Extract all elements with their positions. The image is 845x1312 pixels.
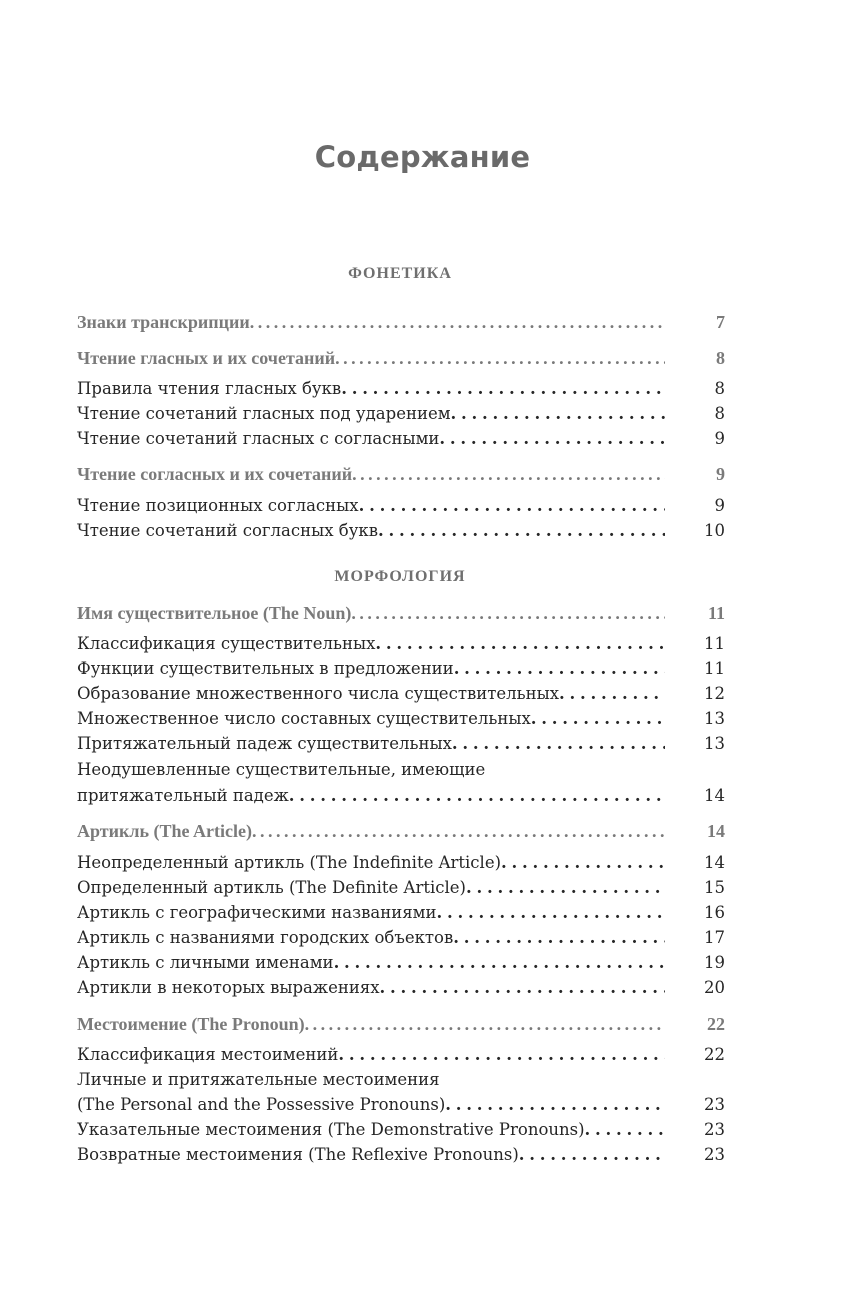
entry-label: Чтение сочетаний согласных букв — [77, 521, 379, 540]
toc-entry[interactable] — [77, 951, 725, 975]
page-number: 9 — [714, 429, 725, 448]
page-number: 23 — [704, 1095, 725, 1114]
entry-label: Классификация местоимений — [77, 1045, 339, 1064]
entry-label: Чтение позиционных согласных — [77, 496, 359, 515]
page-number: 15 — [704, 878, 725, 897]
dot-leader — [359, 494, 665, 518]
dot-leader — [352, 462, 665, 486]
dot-leader — [341, 377, 665, 401]
page-number: 23 — [704, 1120, 725, 1139]
toc-entry[interactable] — [77, 427, 725, 451]
toc-entry[interactable] — [77, 876, 725, 900]
entry-label: Правила чтения гласных букв — [77, 379, 342, 398]
entry-label: Местоимение (The Pronoun) — [77, 1014, 305, 1034]
toc-chapter-entry[interactable] — [77, 601, 725, 625]
page-number: 11 — [707, 603, 725, 623]
page-number: 8 — [716, 348, 725, 368]
dot-leader — [439, 427, 665, 451]
toc-entry[interactable] — [77, 657, 725, 681]
entry-label: Указательные местоимения (The Demonstrative Pronouns) — [77, 1120, 585, 1139]
entry-label: Чтение согласных и их сочетаний — [77, 464, 353, 484]
dot-leader — [378, 519, 665, 543]
page-number: 11 — [704, 634, 725, 653]
toc-entry[interactable] — [77, 926, 725, 950]
toc-chapter-entry[interactable] — [77, 462, 725, 486]
entry-label: Неопределенный артикль (The Indefinite Article) — [77, 853, 502, 872]
page-number: 12 — [704, 684, 725, 703]
toc-entry[interactable] — [77, 1118, 725, 1142]
entry-label: Неодушевленные существительные, имеющие — [77, 760, 486, 779]
page-number: 13 — [704, 734, 725, 753]
dot-leader — [559, 682, 665, 706]
toc-entry[interactable] — [77, 1093, 725, 1117]
dot-leader — [437, 901, 666, 925]
entry-label: (The Personal and the Possessive Pronouns) — [77, 1095, 446, 1114]
entry-label: Чтение сочетаний гласных с согласными — [77, 429, 440, 448]
dot-leader — [250, 310, 665, 334]
entry-label: Личные и притяжательные местоимения — [77, 1070, 440, 1089]
dot-leader — [305, 1012, 665, 1036]
entry-label: притяжательный падеж — [77, 786, 289, 805]
page-number: 19 — [704, 953, 725, 972]
toc-entry[interactable] — [77, 851, 725, 875]
section-heading: МОРФОЛОГИЯ — [334, 568, 466, 585]
toc-chapter-entry[interactable] — [77, 819, 725, 843]
section-heading: ФОНЕТИКА — [348, 265, 452, 282]
dot-leader — [531, 707, 665, 731]
dot-leader — [351, 601, 665, 625]
dot-leader — [453, 926, 665, 950]
entry-label: Имя существительное (The Noun) — [77, 603, 352, 623]
entry-label: Артикль с названиями городских объектов — [77, 928, 454, 947]
entry-label: Артикли в некоторых выражениях — [77, 978, 380, 997]
toc-entry[interactable] — [77, 682, 725, 706]
page-number: 10 — [704, 521, 725, 540]
entry-label: Классификация существительных — [77, 634, 376, 653]
page-number: 14 — [704, 786, 725, 805]
page-number: 23 — [704, 1145, 725, 1164]
dot-leader — [338, 1043, 665, 1067]
entry-label: Артикль с географическими названиями — [77, 903, 437, 922]
dot-leader — [334, 951, 665, 975]
page-number: 9 — [716, 464, 725, 484]
entry-label: Чтение сочетаний гласных под ударением — [77, 404, 451, 423]
page-number: 14 — [704, 853, 725, 872]
toc-entry[interactable] — [77, 732, 725, 756]
entry-label: Артикль с личными именами — [77, 953, 334, 972]
toc-entry[interactable] — [77, 494, 725, 518]
toc-entry[interactable] — [77, 1068, 725, 1092]
entry-label: Артикль (The Article) — [77, 821, 252, 841]
page-number: 8 — [714, 379, 725, 398]
dot-leader — [335, 346, 665, 370]
dot-leader — [375, 632, 665, 656]
toc-entry[interactable] — [77, 758, 725, 782]
dot-leader — [466, 876, 665, 900]
page-number: 8 — [714, 404, 725, 423]
dot-leader — [452, 732, 665, 756]
entry-label: Знаки транскрипции — [77, 312, 250, 332]
entry-label: Определенный артикль (The Definite Article) — [77, 878, 466, 897]
page-number: 7 — [716, 312, 725, 332]
dot-leader — [585, 1118, 665, 1142]
entry-label: Возвратные местоимения (The Reflexive Pronouns) — [77, 1145, 519, 1164]
toc-chapter-entry[interactable] — [77, 310, 725, 334]
dot-leader — [501, 851, 665, 875]
page-number: 9 — [714, 496, 725, 515]
entry-label: Образование множественного числа существительных — [77, 684, 560, 703]
entry-label: Функции существительных в предложении — [77, 659, 454, 678]
page-title: Содержание — [314, 140, 531, 174]
toc-entry[interactable] — [77, 976, 725, 1000]
toc-entry[interactable] — [77, 901, 725, 925]
page-number: 20 — [704, 978, 725, 997]
page-number: 14 — [707, 821, 725, 841]
dot-leader — [445, 1093, 665, 1117]
toc-entry[interactable] — [77, 632, 725, 656]
dot-leader — [519, 1143, 665, 1167]
dot-leader — [380, 976, 665, 1000]
toc-entry[interactable] — [77, 707, 725, 731]
page-number: 22 — [707, 1014, 725, 1034]
dot-leader — [451, 402, 665, 426]
page-number: 17 — [704, 928, 725, 947]
toc-entry[interactable] — [77, 402, 725, 426]
toc-chapter-entry[interactable] — [77, 1012, 725, 1036]
dot-leader — [289, 784, 665, 808]
entry-label: Чтение гласных и их сочетаний — [77, 348, 336, 368]
toc-entry[interactable] — [77, 1043, 725, 1067]
entry-label: Притяжательный падеж существительных — [77, 734, 452, 753]
toc-entry[interactable] — [77, 784, 725, 808]
page-number: 22 — [704, 1045, 725, 1064]
dot-leader — [252, 819, 665, 843]
page-number: 16 — [704, 903, 725, 922]
dot-leader — [454, 657, 665, 681]
page-number: 13 — [704, 709, 725, 728]
page-number: 11 — [704, 659, 725, 678]
toc-entry[interactable] — [77, 519, 725, 543]
toc-entry[interactable] — [77, 1143, 725, 1167]
toc-entry[interactable] — [77, 377, 725, 401]
entry-label: Множественное число составных существительных — [77, 709, 531, 728]
toc-chapter-entry[interactable] — [77, 346, 725, 370]
